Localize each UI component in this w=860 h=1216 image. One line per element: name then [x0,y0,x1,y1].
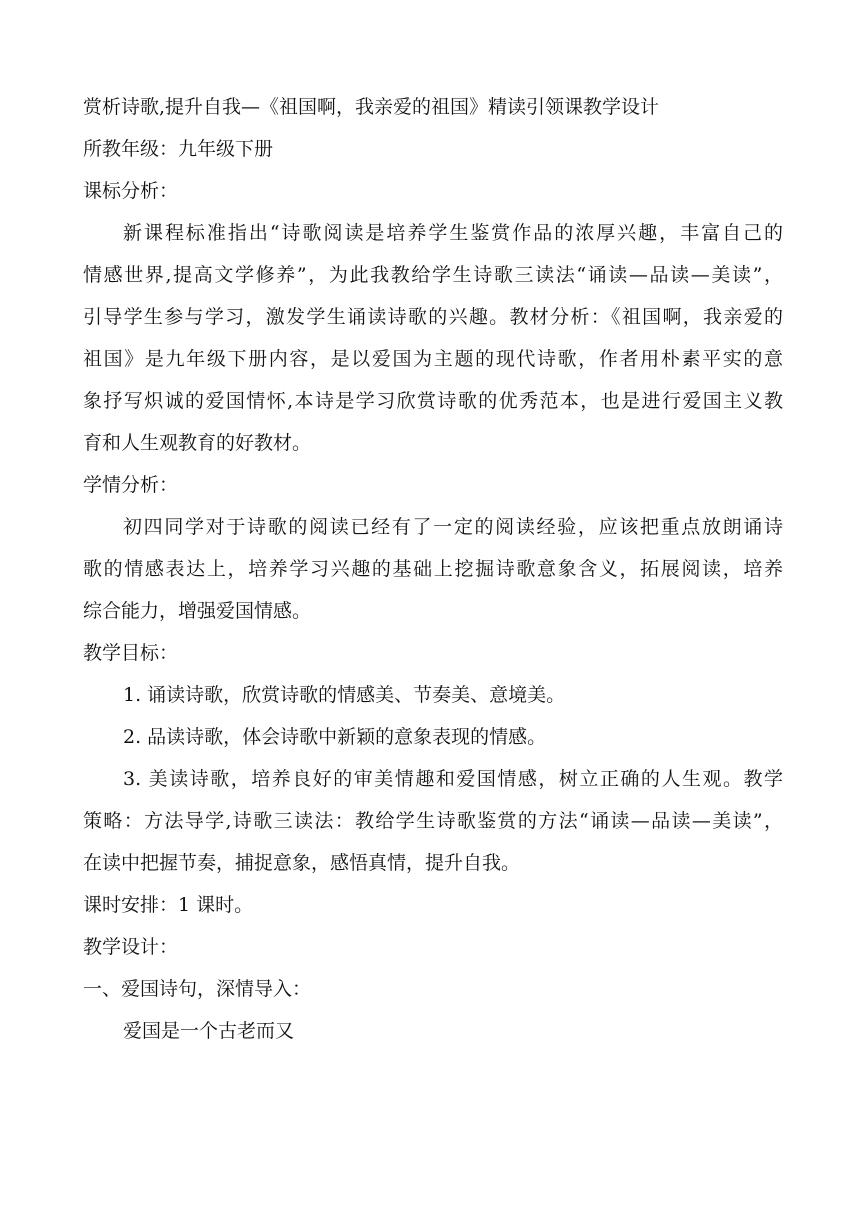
list-item: 1. 诵读诗歌，欣赏诗歌的情感美、节奏美、意境美。 [123,684,566,706]
section-heading-teaching-design: 教学设计： [83,936,179,958]
paragraph-line: 情感世界,提高文学修养”，为此我教给学生诗歌三读法“诵读—品读—美读”， [83,264,783,286]
paragraph-line: 综合能力，增强爱国情感。 [83,600,312,622]
paragraph-line: 象抒写炽诚的爱国情怀,本诗是学习欣赏诗歌的优秀范本，也是进行爱国主义教 [83,390,783,412]
schedule-line: 课时安排：1 课时。 [83,894,254,916]
section-heading-curriculum-analysis: 课标分析： [83,180,179,202]
paragraph-line: 初四同学对于诗歌的阅读已经有了一定的阅读经验，应该把重点放朗诵诗 [123,516,783,538]
document-body [83,86,783,1052]
paragraph-line: 歌的情感表达上，培养学习兴趣的基础上挖掘诗歌意象含义，拓展阅读，培养 [83,558,783,580]
list-item: 3. 美读诗歌，培养良好的审美情趣和爱国情感，树立正确的人生观。教学 [123,768,783,790]
list-item: 2. 品读诗歌，体会诗歌中新颖的意象表现的情感。 [123,726,547,748]
document-title: 赏析诗歌,提升自我—《祖国啊，我亲爱的祖国》精读引领课教学设计 [83,96,660,118]
grade-line: 所教年级：九年级下册 [83,138,274,160]
paragraph-line: 爱国是一个古老而又 [123,1020,295,1042]
section-heading-teaching-goals: 教学目标： [83,642,179,664]
paragraph-line: 新课程标准指出“诗歌阅读是培养学生鉴赏作品的浓厚兴趣，丰富自己的 [123,222,783,244]
paragraph-line: 在读中把握节奏，捕捉意象，感悟真情，提升自我。 [83,852,521,874]
paragraph-line: 祖国》是九年级下册内容，是以爱国为主题的现代诗歌，作者用朴素平实的意 [83,348,783,370]
subsection-heading: 一、爱国诗句，深情导入： [83,978,312,1000]
paragraph-line: 引导学生参与学习，激发学生诵读诗歌的兴趣。教材分析：《祖国啊，我亲爱的 [83,306,783,328]
paragraph-line: 育和人生观教育的好教材。 [83,432,312,454]
paragraph-line: 策略：方法导学,诗歌三读法：教给学生诗歌鉴赏的方法“诵读—品读—美读”， [83,810,783,832]
section-heading-student-analysis: 学情分析： [83,474,179,496]
